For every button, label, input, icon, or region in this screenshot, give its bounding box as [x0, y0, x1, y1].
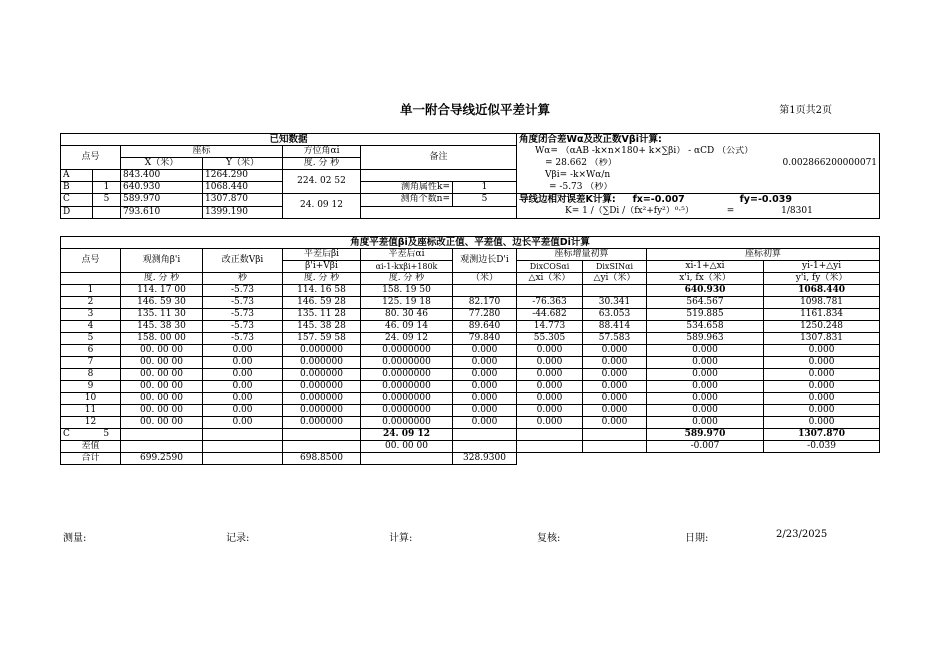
row-point: 2: [61, 297, 121, 309]
row-dy: 63.053: [583, 309, 647, 321]
row-corr: -5.73: [203, 309, 283, 321]
row-adj: 0.000000: [283, 381, 361, 393]
footer-survey: 测量:: [63, 533, 87, 544]
row-point: 10: [61, 393, 121, 405]
footer-record: 记录:: [226, 533, 250, 544]
row-point: 4: [61, 321, 121, 333]
row-dist: 89.640: [453, 321, 517, 333]
table-row: [61, 333, 880, 345]
row-azimuth: 0.0000000: [361, 393, 453, 405]
row-obs: 00. 00 00: [121, 369, 203, 381]
row-obs: 146. 59 30: [121, 297, 203, 309]
row-dy: 0.000: [583, 345, 647, 357]
row-y: 0.000: [764, 357, 880, 369]
attr-value: 1: [453, 182, 517, 194]
known-x: 589.970: [121, 194, 203, 207]
row-dist: 79.840: [453, 333, 517, 345]
attr-label: 测角属性k=: [361, 182, 453, 194]
row-adj: 0.000000: [283, 405, 361, 417]
row-y: 1307.831: [764, 333, 880, 345]
h-az2: αi-1-kxβi+180k: [361, 261, 453, 273]
closure-value: = 28.662 （秒）: [545, 158, 617, 168]
row-dy: 0.000: [583, 393, 647, 405]
row-dy: 30.341: [583, 297, 647, 309]
h-dist: 观测边长D'i: [453, 249, 517, 273]
count-label: 测角个数n=: [361, 194, 453, 207]
row-x: 519.885: [647, 309, 764, 321]
row-dy: 88.414: [583, 321, 647, 333]
u-x: x'i, fx（米）: [647, 273, 764, 285]
c-point-n: 5: [93, 429, 121, 441]
h-corr: 改正数Vβi: [203, 249, 283, 273]
row-azimuth: 0.0000000: [361, 357, 453, 369]
row-adj: 157. 59 58: [283, 333, 361, 345]
table-row: [61, 405, 880, 417]
table-row: [61, 369, 880, 381]
row-y: 1098.781: [764, 297, 880, 309]
table-row: [61, 381, 880, 393]
row-point: 12: [61, 417, 121, 429]
page-number: 第1页共2页: [779, 105, 832, 116]
data-rows: [61, 285, 880, 429]
row-corr: -5.73: [203, 321, 283, 333]
known-y: 1307.870: [203, 194, 283, 207]
row-adj: 0.000000: [283, 369, 361, 381]
h-dx: DixCOSαi: [517, 261, 583, 273]
row-adj: 145. 38 28: [283, 321, 361, 333]
rel-error-header: 导线边相对误差K计算:: [519, 194, 616, 205]
angle-closure-header: 角度闭合差Wα及改正数Vβi计算:: [517, 134, 880, 146]
h-adj2: β'i+Vβi: [283, 261, 361, 273]
known-data-table: [60, 133, 880, 219]
known-y: 1264.290: [203, 170, 283, 182]
u-dx: △xi（米）: [517, 273, 583, 285]
row-dy: 0.000: [583, 357, 647, 369]
row-x: 640.930: [647, 285, 764, 297]
u-y: y'i, fy（米）: [764, 273, 880, 285]
k-formula: K= 1 /（∑Di /（fx²+fy²）⁰·⁵）: [565, 206, 694, 217]
h-az: 平差后αi: [361, 249, 453, 261]
row-x: 0.000: [647, 345, 764, 357]
known-x: 793.610: [121, 206, 203, 218]
page-title: 单一附合导线近似平差计算: [399, 102, 550, 117]
table-row: [61, 357, 880, 369]
row-azimuth: 0.0000000: [361, 417, 453, 429]
row-adj: 0.000000: [283, 345, 361, 357]
known-point-n: 1: [93, 182, 121, 194]
row-dist: 0.000: [453, 369, 517, 381]
row-corr: -5.73: [203, 285, 283, 297]
row-obs: 145. 38 30: [121, 321, 203, 333]
diff-azimuth: 00. 00 00: [361, 441, 453, 453]
azimuth-cd: 24. 09 12: [283, 194, 361, 219]
u-adj: 度. 分 秒: [283, 273, 361, 285]
row-dx: 0.000: [517, 393, 583, 405]
row-y: 1161.834: [764, 309, 880, 321]
h-coord: 座标初算: [647, 249, 880, 261]
row-x: 0.000: [647, 393, 764, 405]
row-azimuth: 0.0000000: [361, 405, 453, 417]
row-corr: 0.00: [203, 369, 283, 381]
closure-value-row: [517, 158, 880, 170]
col-y: Y（米）: [203, 158, 283, 170]
row-dx: [517, 285, 583, 297]
col-coord: 座标: [121, 146, 283, 158]
row-x: 0.000: [647, 417, 764, 429]
row-adj: 135. 11 28: [283, 309, 361, 321]
h-incr: 座标增量初算: [517, 249, 647, 261]
row-obs: 114. 17 00: [121, 285, 203, 297]
col-note: 备注: [361, 146, 517, 170]
c-point: C: [61, 429, 93, 441]
row-dx: 14.773: [517, 321, 583, 333]
row-x: 0.000: [647, 369, 764, 381]
row-corr: 0.00: [203, 405, 283, 417]
known-point: C: [61, 194, 93, 207]
row-dy: 0.000: [583, 369, 647, 381]
section-title: 角度平差值βi及座标改正值、平差值、边长平差值Di计算: [61, 237, 880, 249]
diff-x: -0.007: [647, 441, 764, 453]
row-obs: 158. 00 00: [121, 333, 203, 345]
row-azimuth: 0.0000000: [361, 381, 453, 393]
row-y: 0.000: [764, 345, 880, 357]
row-point: 1: [61, 285, 121, 297]
row-dx: 55.305: [517, 333, 583, 345]
row-dist: 0.000: [453, 405, 517, 417]
table-row: [61, 345, 880, 357]
footer-check: 复核:: [537, 533, 561, 544]
footer-calc: 计算:: [389, 533, 413, 544]
row-corr: 0.00: [203, 381, 283, 393]
closure-formula: Wα= （αAB -k×n×180+ k×∑βi） - αCD （公式）: [517, 146, 880, 158]
row-adj: 146. 59 28: [283, 297, 361, 309]
c-azimuth: 24. 09 12: [361, 429, 453, 441]
table-row: [61, 321, 880, 333]
sum-dist: 328.9300: [453, 453, 517, 465]
row-corr: 0.00: [203, 417, 283, 429]
row-y: 0.000: [764, 393, 880, 405]
known-point-n: [93, 170, 121, 182]
row-point: 3: [61, 309, 121, 321]
fy-value: fy=-0.039: [739, 194, 792, 205]
u-dist: （米）: [453, 273, 517, 285]
sum-adj: 698.8500: [283, 453, 361, 465]
row-dy: 0.000: [583, 405, 647, 417]
row-azimuth: 80. 30 46: [361, 309, 453, 321]
row-dx: 0.000: [517, 417, 583, 429]
row-y: 0.000: [764, 369, 880, 381]
row-adj: 0.000000: [283, 357, 361, 369]
row-adj: 0.000000: [283, 417, 361, 429]
v-formula: Vβi= -k×Wα/n: [517, 170, 880, 182]
closure-raw-value: 0.002866200000071: [782, 158, 878, 168]
computation-table: [60, 236, 880, 465]
row-x: 534.658: [647, 321, 764, 333]
table-row: [61, 417, 880, 429]
row-dist: 0.000: [453, 345, 517, 357]
h-dy: DixSINαi: [583, 261, 647, 273]
diff-label: 差值: [61, 441, 121, 453]
row-dist: 0.000: [453, 393, 517, 405]
known-point: A: [61, 170, 93, 182]
k-value: 1/8301: [781, 206, 813, 217]
row-point: 7: [61, 357, 121, 369]
k-row: [517, 206, 880, 218]
row-dx: 0.000: [517, 381, 583, 393]
col-point: 点号: [61, 146, 121, 170]
azimuth-ab: 224. 02 52: [283, 170, 361, 194]
row-x: 0.000: [647, 405, 764, 417]
row-dx: -76.363: [517, 297, 583, 309]
row-y: 0.000: [764, 381, 880, 393]
row-dist: 0.000: [453, 381, 517, 393]
row-corr: -5.73: [203, 297, 283, 309]
row-azimuth: 46. 09 14: [361, 321, 453, 333]
row-obs: 00. 00 00: [121, 381, 203, 393]
known-point-n: 5: [93, 194, 121, 207]
row-x: 589.963: [647, 333, 764, 345]
u-az: 度. 分 秒: [361, 273, 453, 285]
row-point: 8: [61, 369, 121, 381]
row-azimuth: 0.0000000: [361, 369, 453, 381]
known-data-header: 已知数据: [61, 134, 517, 146]
sum-obs: 699.2590: [121, 453, 203, 465]
u-obs: 度. 分 秒: [121, 273, 203, 285]
row-y: 1068.440: [764, 285, 880, 297]
known-point: B: [61, 182, 93, 194]
h-obs: 观测角β'i: [121, 249, 203, 273]
row-dist: 77.280: [453, 309, 517, 321]
col-x: X（米）: [121, 158, 203, 170]
known-point: D: [61, 206, 93, 218]
row-dist: 0.000: [453, 357, 517, 369]
table-row: [61, 285, 880, 297]
row-y: 0.000: [764, 417, 880, 429]
h-point: 点号: [61, 249, 121, 273]
row-point: 11: [61, 405, 121, 417]
row-corr: 0.00: [203, 357, 283, 369]
row-dist: 0.000: [453, 417, 517, 429]
row-obs: 00. 00 00: [121, 405, 203, 417]
k-eq: =: [726, 206, 735, 217]
row-obs: 00. 00 00: [121, 357, 203, 369]
table-row: [61, 297, 880, 309]
col-azimuth: 方位角αi: [283, 146, 361, 158]
row-obs: 00. 00 00: [121, 417, 203, 429]
sum-label: 合计: [61, 453, 121, 465]
rel-error-row: [517, 194, 880, 207]
v-value: = -5.73 （秒）: [517, 182, 880, 194]
row-x: 0.000: [647, 357, 764, 369]
row-corr: -5.73: [203, 333, 283, 345]
row-azimuth: 24. 09 12: [361, 333, 453, 345]
row-obs: 00. 00 00: [121, 345, 203, 357]
row-point: 5: [61, 333, 121, 345]
count-value: 5: [453, 194, 517, 207]
row-y: 0.000: [764, 405, 880, 417]
row-dy: [583, 285, 647, 297]
h-adj: 平差后βi: [283, 249, 361, 261]
footer-date-label: 日期:: [685, 533, 709, 544]
row-dy: 57.583: [583, 333, 647, 345]
known-y: 1068.440: [203, 182, 283, 194]
row-dx: -44.682: [517, 309, 583, 321]
row-azimuth: 125. 19 18: [361, 297, 453, 309]
row-dist: 82.170: [453, 297, 517, 309]
fx-value: fx=-0.007: [632, 194, 685, 205]
row-dx: 0.000: [517, 405, 583, 417]
row-dx: 0.000: [517, 369, 583, 381]
table-row: [61, 393, 880, 405]
u-dy: △yi（米）: [583, 273, 647, 285]
row-corr: 0.00: [203, 345, 283, 357]
diff-y: -0.039: [764, 441, 880, 453]
footer-date: 2/23/2025: [776, 529, 828, 540]
row-azimuth: 158. 19 50: [361, 285, 453, 297]
col-azimuth-unit: 度. 分 秒: [283, 158, 361, 170]
row-dy: 0.000: [583, 381, 647, 393]
table-row: [61, 309, 880, 321]
u-corr: 秒: [203, 273, 283, 285]
row-dist: [453, 285, 517, 297]
row-dx: 0.000: [517, 345, 583, 357]
row-y: 1250.248: [764, 321, 880, 333]
row-point: 6: [61, 345, 121, 357]
row-azimuth: 0.0000000: [361, 345, 453, 357]
row-dx: 0.000: [517, 357, 583, 369]
c-x: 589.970: [647, 429, 764, 441]
row-adj: 114. 16 58: [283, 285, 361, 297]
known-y: 1399.190: [203, 206, 283, 218]
known-x: 843.400: [121, 170, 203, 182]
row-dy: 0.000: [583, 417, 647, 429]
row-obs: 135. 11 30: [121, 309, 203, 321]
row-obs: 00. 00 00: [121, 393, 203, 405]
h-yi: yi-1+△yi: [764, 261, 880, 273]
row-corr: 0.00: [203, 393, 283, 405]
row-adj: 0.000000: [283, 393, 361, 405]
known-point-n: [93, 206, 121, 218]
h-xi: xi-1+△xi: [647, 261, 764, 273]
row-x: 564.567: [647, 297, 764, 309]
row-x: 0.000: [647, 381, 764, 393]
c-y: 1307.870: [764, 429, 880, 441]
row-point: 9: [61, 381, 121, 393]
known-x: 640.930: [121, 182, 203, 194]
